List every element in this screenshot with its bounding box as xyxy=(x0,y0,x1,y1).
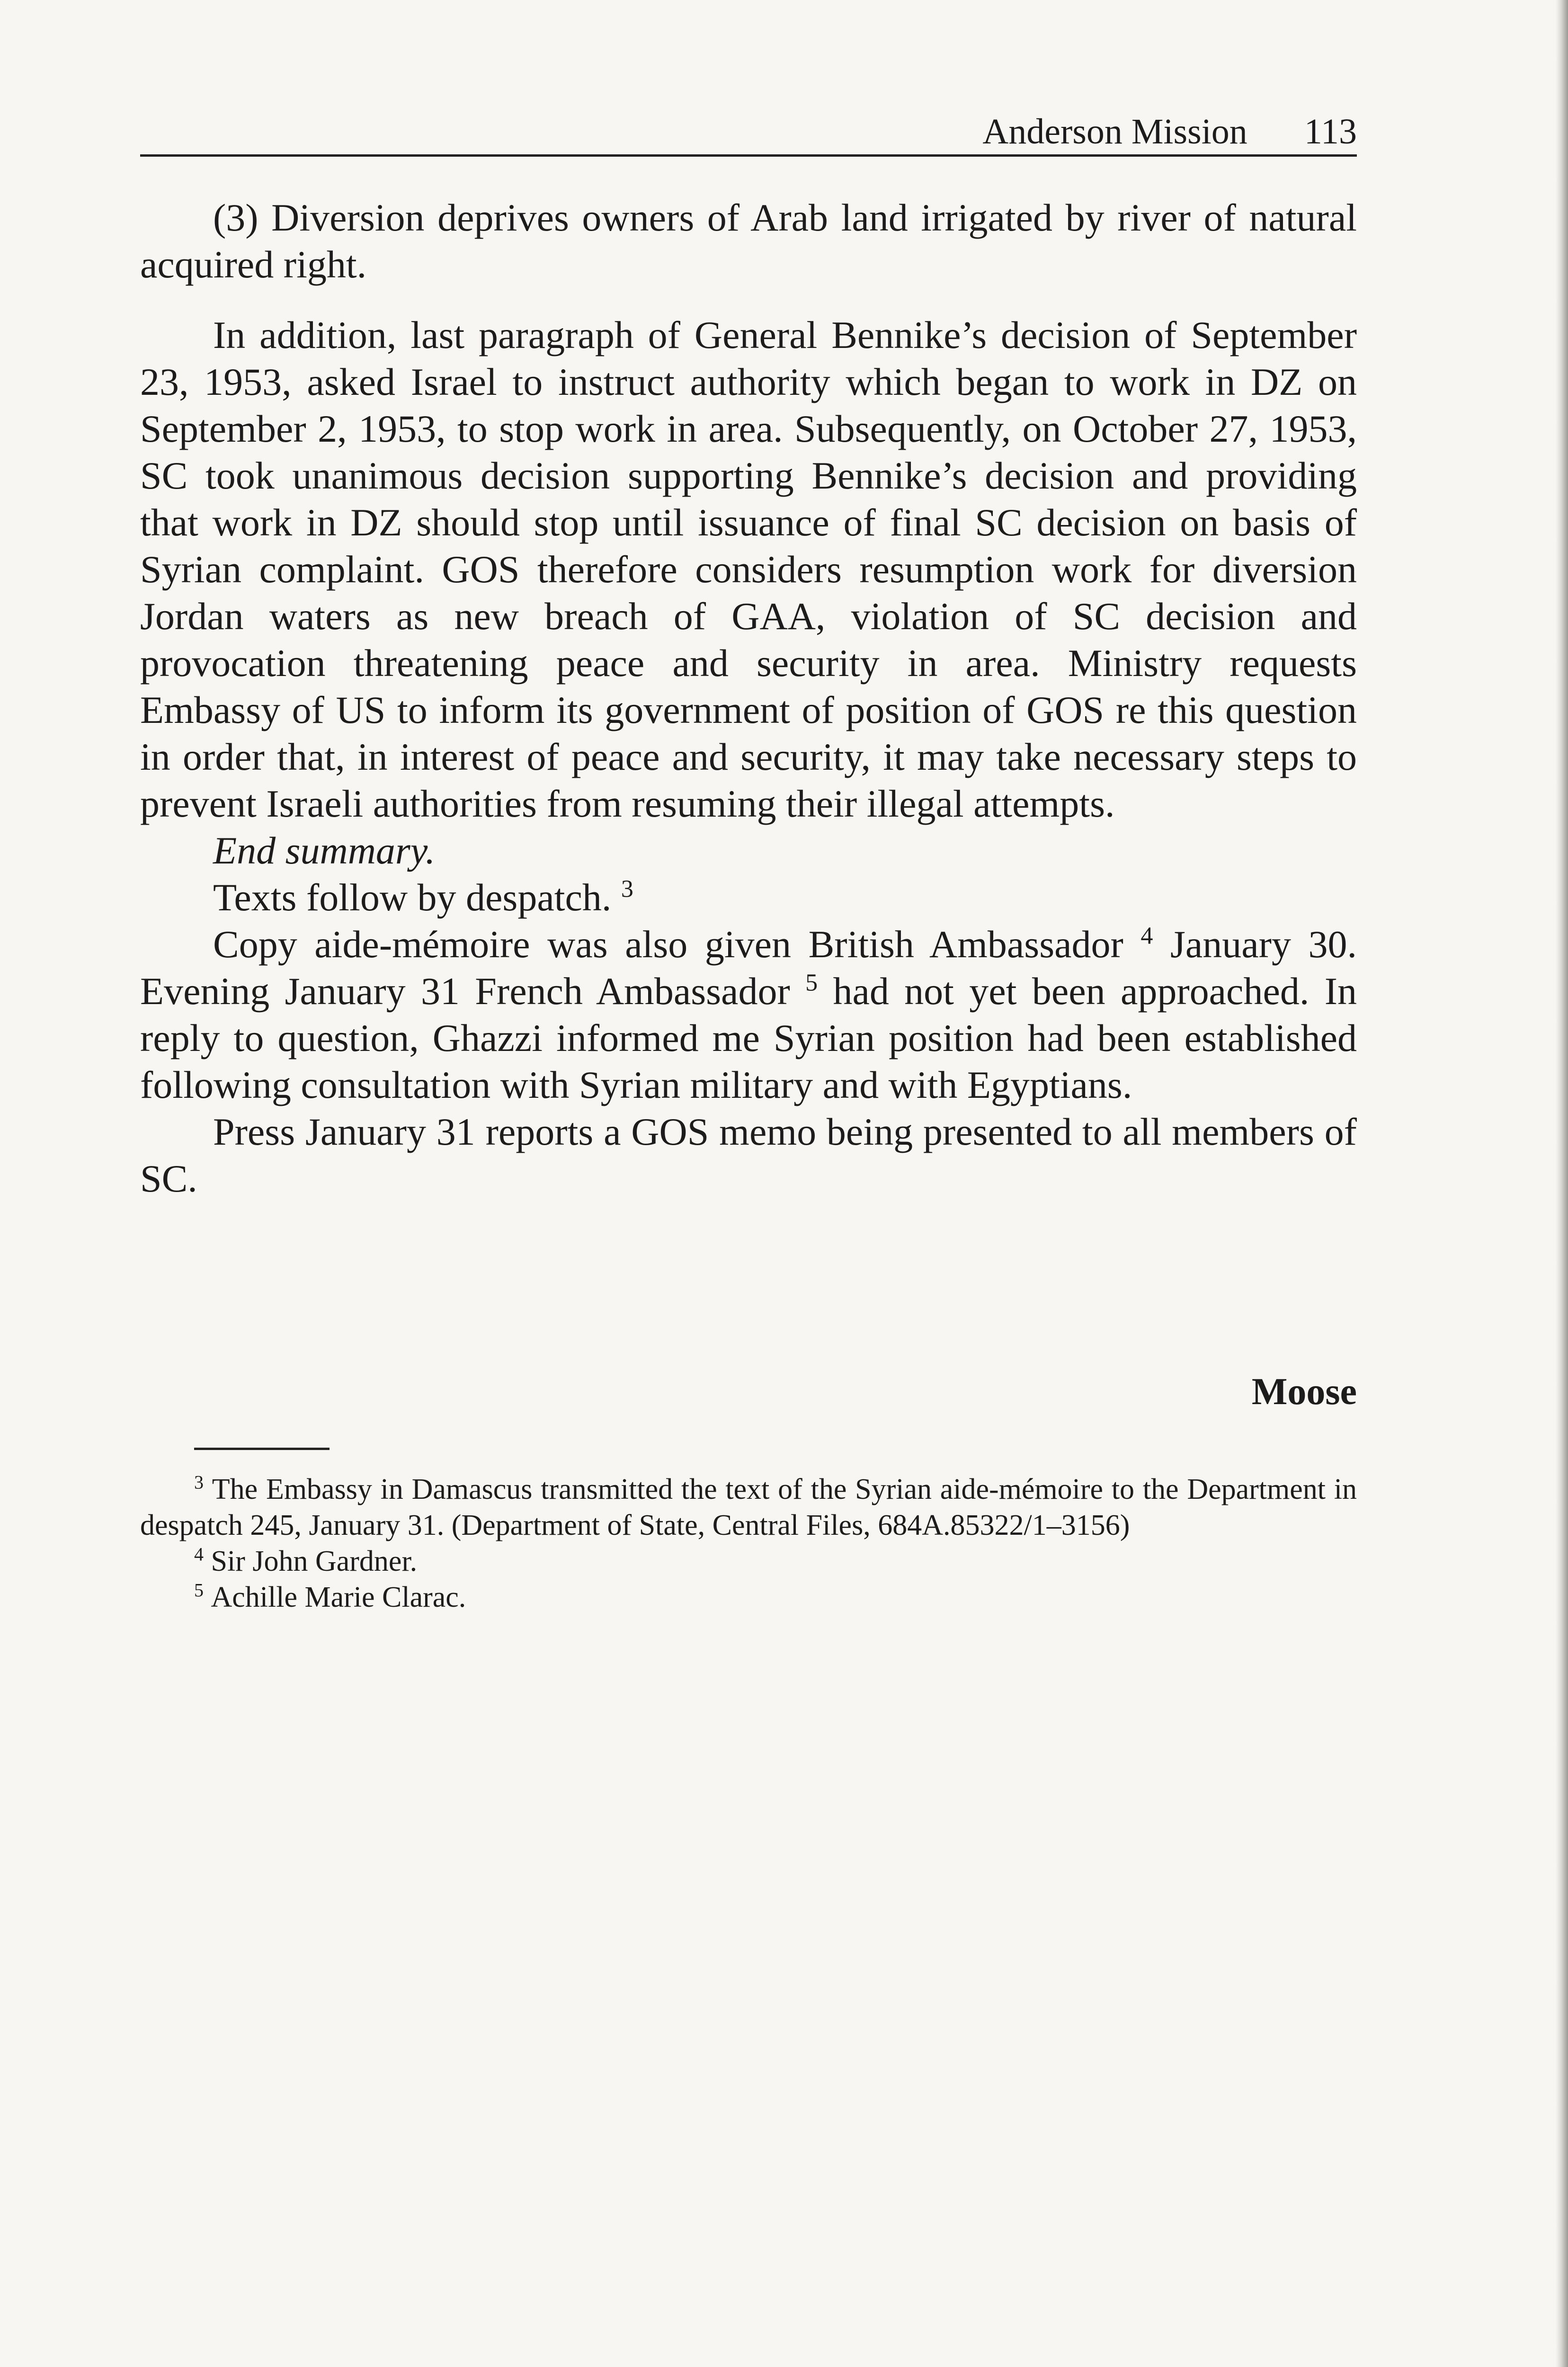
texts-follow-text: Texts follow by despatch. xyxy=(213,876,612,919)
running-title: Anderson Mission xyxy=(982,112,1247,151)
footnote-3-number: 3 xyxy=(194,1471,204,1493)
paragraph-aide-memoire xyxy=(140,921,1357,1108)
paragraph-bennike-decision: In addition, last paragraph of General Bennike’s decision of September 23, 1953, asked Israel to instruct authority which began to work in DZ on September 2, 1953, to stop work in area. Subsequently, on October 27, 1953, SC took unanimous decision supporting Bennike’s decision and providing that work in DZ should stop until issuance of final SC decision on basis of Syrian complaint. GOS therefore considers resumption work for diversion Jordan waters as new breach of GAA, violation of SC decision and provocation threatening peace and security in area. Ministry requests Embassy of US to inform its government of position of GOS re this question in order that, in interest of peace and security, it may take necessary steps to prevent Israeli authorities from resuming their illegal attempts. xyxy=(140,313,1357,825)
footnote-4-number: 4 xyxy=(194,1543,204,1565)
end-summary-label: End summary. xyxy=(213,829,436,872)
footnote-ref-5: 5 xyxy=(805,969,818,997)
header-rule xyxy=(140,154,1357,157)
running-head xyxy=(140,114,1357,150)
signature-moose: Moose xyxy=(1251,1371,1357,1413)
footnote-5 xyxy=(140,1579,1357,1615)
footnote-3 xyxy=(140,1471,1357,1543)
footnote-4 xyxy=(140,1543,1357,1579)
footnote-4-text: Sir John Gardner. xyxy=(211,1545,418,1577)
paragraph-diversion: (3) Diversion deprives owners of Arab land irrigated by river of natural acquired right. xyxy=(140,196,1357,286)
aide-memoire-text-a: Copy aide-mémoire was also given British Ambassador xyxy=(213,923,1123,966)
footnote-5-number: 5 xyxy=(194,1579,204,1601)
aide-memoire-text-b: January 30. Evening January 31 French Ambassador xyxy=(140,923,1357,1013)
footnote-ref-4: 4 xyxy=(1140,922,1153,950)
paragraph-texts-follow xyxy=(140,874,1357,921)
aide-memoire-text-c: had not yet been approached. In reply to question, Ghazzi informed me Syrian position had been established following consultation with Syrian military and with Egyptians. xyxy=(140,970,1357,1106)
page-number: 113 xyxy=(1304,112,1357,151)
footnote-ref-3: 3 xyxy=(621,875,633,903)
page-edge-shadow xyxy=(1556,0,1568,2367)
paragraph-press-report: Press January 31 reports a GOS memo being presented to all members of SC. xyxy=(140,1110,1357,1200)
footnote-5-text: Achille Marie Clarac. xyxy=(211,1581,466,1613)
footnotes xyxy=(140,1471,1357,1615)
footnote-rule xyxy=(194,1448,330,1450)
footnote-3-text: The Embassy in Damascus transmitted the text of the Syrian aide-mémoire to the Department in despatch 245, January 31. (Department of State, Central Files, 684A.85322/1–3156) xyxy=(140,1473,1357,1541)
body-text xyxy=(140,194,1357,1202)
